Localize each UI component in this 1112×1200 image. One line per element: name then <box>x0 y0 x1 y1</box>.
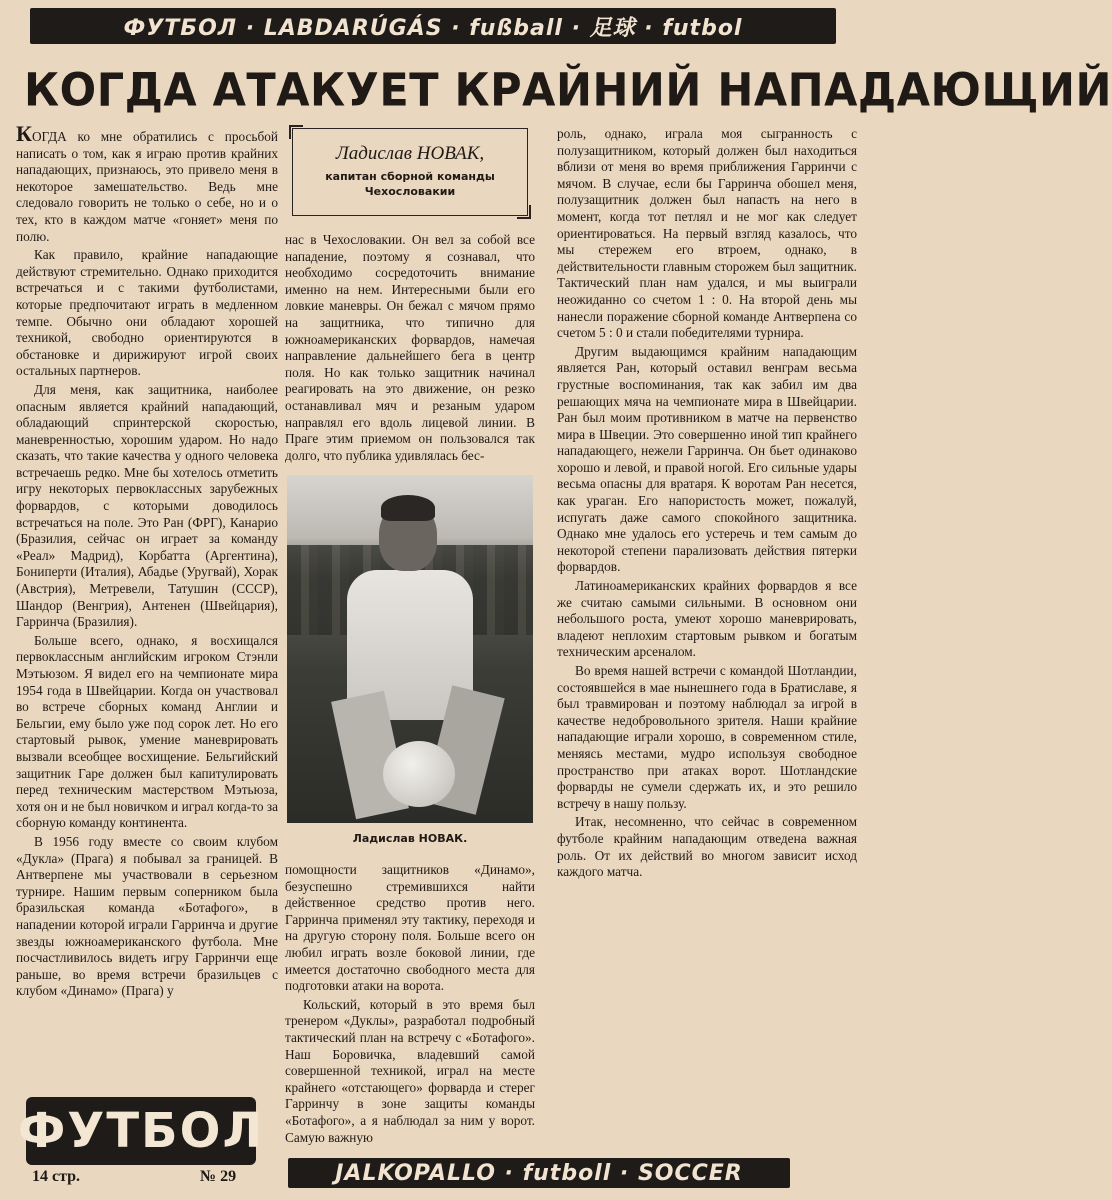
issue-number: № 29 <box>200 1168 237 1185</box>
photo-football <box>383 741 455 807</box>
column2-bottom-paragraph-2: Кольский, который в это время был тренером «Дуклы», разработал подробный тактический план на встречу с «Ботафого». Наш Боровичка, владевший самой совершенной техникой, играл на месте крайнего «отстающего» форварда и стерег Гарринчу в зоне защиты команды «Ботафого», а я наблюдал за ним у ворот. Самую важную <box>285 996 535 1145</box>
column3-paragraph-4: Во время нашей встречи с командой Шотландии, состоявшейся в мае нынешнего года в Братиславе, я был травмирован и поэтому наблюдал за игрой в качестве недобровольного зрителя. Наши крайние нападающие играли хорошо, в современном стиле, меняясь местами, мудро используя свободное пространство при атаках ворот. Шотландские форварды не сумели сдержать их, и это решило встречу в нашу пользу. <box>557 663 857 811</box>
column3-paragraph-1: роль, однако, играла моя сыгранность с полузащитником, который должен был находиться вблизи от меня во время приближения Гарринчи с мячом. В случае, если бы Гарринча обошел меня, полузащитник должен был напасть на него в момент, когда тот петлял и не мог как следует ориентироваться. На первый взгляд казалось, что мы стережем его втроем, однако, в действительности главным сторожем был защитник. Тактический план нам удался, и мы выиграли неожиданно со счетом 1 : 0. На второй день мы нанесли поражение сборной команде Антверпена со счетом 5 : 0 и стали победителями турнира. <box>557 126 857 341</box>
byline-box <box>292 128 528 216</box>
column2-bottom-paragraph-1: помощности защитников «Динамо», безуспешно стремившихся найти действенное средство против него. Гарринча применял эту тактику, переходя и на другую сторону поля. Больше всего он любил играть возле боковой линии, где имеется достаточно свободного места для подготовки атаки на ворота. <box>285 862 535 994</box>
player-photo <box>287 475 533 823</box>
column1-paragraph-1: КОГДА ко мне обратились с просьбой написать о том, как я играю против крайних нападающих, признаюсь, это привело меня в некоторое замешательство. Ведь мне следовало говорить не только о себе, но и о тех, кто в каждом матче «гоняет» меня по полю. <box>16 121 278 244</box>
article-column-3 <box>557 126 857 1146</box>
article-column-1 <box>16 121 278 1092</box>
author-role-line-1: капитан сборной команды <box>325 170 495 183</box>
photo-player-hair <box>381 495 435 521</box>
column1-paragraph-5: В 1956 году вместе со своим клубом «Дукла» (Прага) я побывал за границей. В Антверпене мы участвовали в серьезном турнире. Нашим первым соперником была бразильская команда «Ботафого», в нападении которой играли Гарринча и другие звезды южноамериканского футбола. Мне посчастливилось видеть игру Гарринчи еще раньше, во время встречи бразильцев с клубом «Динамо» (Прага) у <box>16 833 278 999</box>
column2-top-paragraph: нас в Чехословакии. Он вел за собой все нападение, поэтому я сознавал, что необходимо сосредоточить внимание именно на нем. Интересными были его ловкие маневры. Он бежал с мячом прямо на защитника, что типично для южноамериканских форвардов, намечая направление дальнейшего бега в центр поля. Но как только защитник начинал реагировать на это движение, он резко останавливал мяч и резаным ударом направлял его вдоль лицевой линии. В Праге этим приемом он пользовался так долго, что публика удивлялась бес- <box>285 232 535 463</box>
column3-paragraph-2: Другим выдающимся крайним нападающим является Ран, который оставил венграм весьма грустные воспоминания, так как забил им два решающих мяча на чемпионате мира в Швейцарии. Ран был моим противником в матче на первенство мира в Швеции. Это совершенно иной тип крайнего нападающего, нежели Гарринча. Он бьет одинаково хорошо и левой, и правой ногой. Его сильные удары весьма опасны для вратаря. К воротам Ран несется, как ураган. Его напористость может, пожалуй, испугать даже самого спокойного защитника. Однако мне удалось его устеречь и тем самым до некоторой степени парализовать действия пятерки форвардов. <box>557 343 857 575</box>
magazine-logo: ФУТБОЛ <box>26 1097 256 1165</box>
headline: КОГДА АТАКУЕТ КРАЙНИЙ НАПАДАЮЩИЙ <box>24 64 1112 118</box>
column1-paragraph-2: Как правило, крайние нападающие действуют стремительно. Однако приходится встречаться и с такими футболистами, которые предпочитают играть в медленном темпе. Обычно они обладают хорошей техникой, свободно ориентируются в обстановке и дирижируют игрой своих остальных партнеров. <box>16 247 278 379</box>
column1-paragraph-4: Больше всего, однако, я восхищался первоклассным английским игроком Стэнли Мэтьюзом. Я видел его на чемпионате мира 1954 года в Швейцарии. Когда он участвовал во встрече сборных команд Англии и Бельгии, ему было уже под сорок лет. Но его стартовый рывок, умение маневрировать вызвали всеобщее восхищение. Бельгийский защитник Гаре должен был капитулировать перед техническим мастерством Мэтьюза, хотя он и не был новичком и играл когда-то за сборную команду континента. <box>16 632 278 831</box>
page-number: 14 стр. <box>32 1168 81 1185</box>
bottom-banner: JALKOPALLO · futboll · SOCCER <box>288 1158 790 1188</box>
top-banner: ФУТБОЛ · LABDARÚGÁS · fußball · 足球 · futbol <box>30 8 836 44</box>
article-column-2-top <box>285 232 535 463</box>
article-column-2-bottom <box>285 862 535 1145</box>
photo-caption: Ладислав НОВАК. <box>352 832 468 845</box>
author-role-line-2: Чехословакии <box>364 185 456 198</box>
column1-paragraph-3: Для меня, как защитника, наиболее опасным является крайний нападающий, обладающий спринтерской скоростью, маневренностью, хорошим ударом. Но надо сказать, что такие качества у одного человека встречаешь редко. Мне бы хотелось отметить игру некоторых первоклассных зарубежных форвардов, с которыми доводилось встречаться на поле. Это Ран (ФРГ), Канарио (Бразилия, сейчас он играет за команду «Реал» Мадрид), Корбатта (Аргентина), Бониперти (Италия), Абадье (Уругвай), Хорак (Австрия), Метревели, Татушин (СССР), Шандор (Венгрия), Антенен (Швейцария), Гарринча (Бразилия). <box>16 381 278 630</box>
column3-paragraph-3: Латиноамериканских крайних форвардов я все же считаю самыми сильными. В основном они небольшого роста, умеют хорошо маневрировать, владеют неплохим стартовым рывком и богатым техническим арсеналом. <box>557 578 857 660</box>
drop-cap: К <box>16 121 32 146</box>
author-name: Ладислав НОВАК, <box>335 143 485 164</box>
column3-paragraph-5: Итак, несомненно, что сейчас в современном футболе крайним нападающим отведена важная роль. От их действий во многом зависит исход каждого матча. <box>557 814 857 880</box>
